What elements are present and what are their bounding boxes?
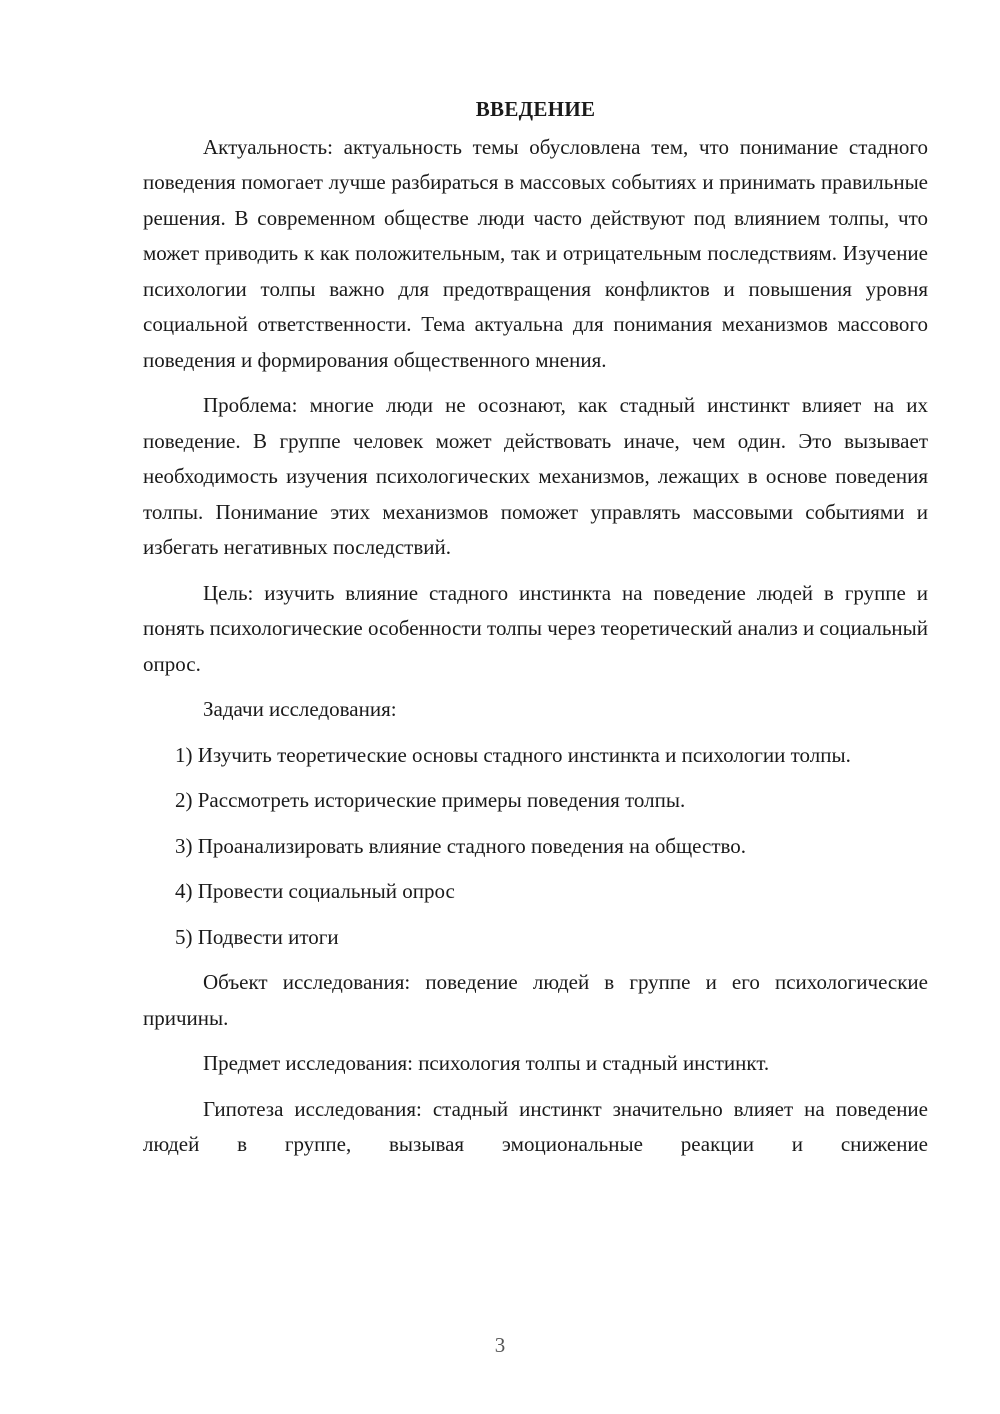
relevance-paragraph: Актуальность: актуальность темы обусловлена тем, что понимание стадного поведения помогает лучше разбираться в массовых событиях и принимать правильные решения. В современном обществе люди часто действуют под влиянием толпы, что может приводить к как положительным, так и отрицательным последствиям. Изучение психологии толпы важно для предотвращения конфликтов и повышения уровня социальной ответственности. Тема актуальна для понимания механизмов массового поведения и формирования общественного мнения. [143,134,928,372]
problem-paragraph: Проблема: многие люди не осознают, как стадный инстинкт влияет на их поведение. В группе человек может действовать иначе, чем один. Это вызывает необходимость изучения психологических механизмов, лежащих в основе поведения толпы. Понимание этих механизмов поможет управлять массовыми событиями и избегать негативных последствий. [143,393,928,559]
section-heading: ВВЕДЕНИЕ [475,97,596,121]
task-item: 2) Рассмотреть исторические примеры поведения толпы. [175,788,686,812]
tasks-title: Задачи исследования: [203,697,397,721]
task-item: 3) Проанализировать влияние стадного поведения на общество. [175,833,747,858]
tasks-list [143,738,928,956]
subject-paragraph: Предмет исследования: психология толпы и стадный инстинкт. [203,1051,770,1075]
task-item: 5) Подвести итоги [175,924,339,949]
task-item: 1) Изучить теоретические основы стадного инстинкта и психологии толпы. [175,742,851,767]
task-item: 4) Провести социальный опрос [175,879,455,903]
goal-paragraph: Цель: изучить влияние стадного инстинкта на поведение людей в группе и понять психологические особенности толпы через теоретический анализ и социальный опрос. [143,580,928,676]
hypothesis-paragraph: Гипотеза исследования: стадный инстинкт значительно влияет на поведение людей в группе, вызывая эмоциональные реакции и снижение [143,1096,928,1156]
object-paragraph: Объект исследования: поведение людей в группе и его психологические причины. [143,970,928,1030]
document-page [143,92,928,1173]
page-number: 3 [494,1333,506,1357]
